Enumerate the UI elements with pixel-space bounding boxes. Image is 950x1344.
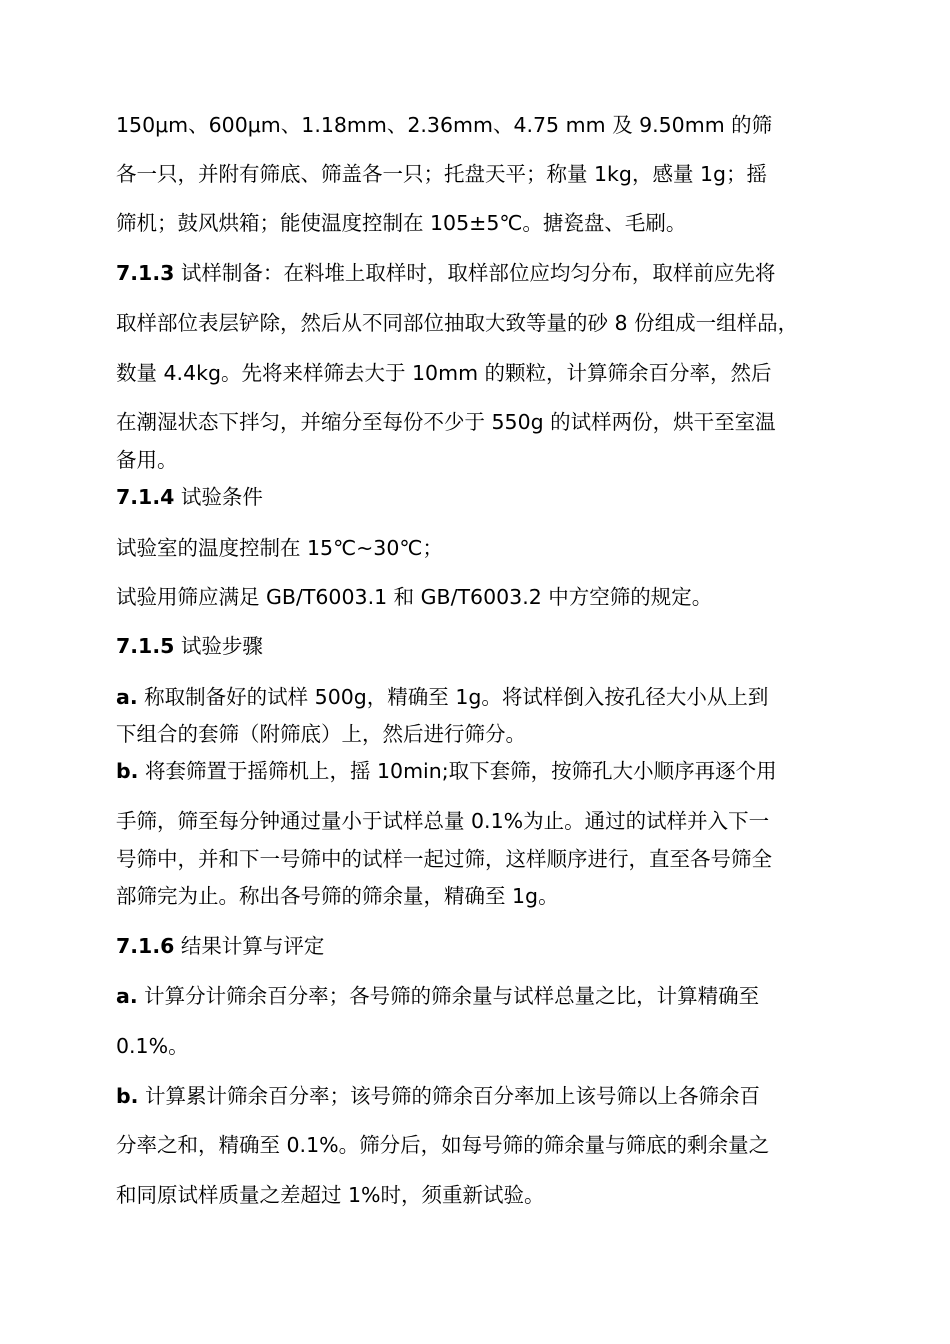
body-line [116,846,846,872]
section-heading-7-1-4 [116,484,846,510]
section-heading-7-1-5 [116,633,846,659]
line-text: 试验室的温度控制在 15℃~30℃； [116,536,443,560]
result-b-line [116,1083,846,1109]
result-a-line [116,983,846,1009]
body-line [116,535,846,561]
section-heading-7-1-6 [116,933,846,959]
body-line [116,808,846,834]
step-b-line [116,758,846,784]
line-bold-label: 7.1.5 [116,634,175,658]
line-text: 筛机；鼓风烘箱；能使温度控制在 105±5℃。搪瓷盘、毛刷。 [116,211,687,235]
body-line [116,360,846,386]
line-bold-label: 7.1.6 [116,934,175,958]
line-text: 备用。 [116,448,178,472]
body-line [116,409,846,435]
line-text: 称取制备好的试样 500g，精确至 1g。将试样倒入按孔径大小从上到 [137,685,769,709]
line-text: 将套筛置于摇筛机上，摇 10min;取下套筛，按筛孔大小顺序再逐个用 [138,759,777,783]
body-line [116,883,846,909]
line-text: 试样制备：在料堆上取样时，取样部位应均匀分布，取样前应先将 [174,261,776,285]
step-a-line [116,684,846,710]
line-text: 各一只，并附有筛底、筛盖各一只；托盘天平；称量 1kg，感量 1g；摇 [116,162,768,186]
line-text: 手筛，筛至每分钟通过量小于试样总量 0.1%为止。通过的试样并入下一 [116,809,770,833]
line-text: 试验步骤 [174,634,263,658]
line-text: 部筛完为止。称出各号筛的筛余量，精确至 1g。 [116,884,559,908]
line-text: 数量 4.4kg。先将来样筛去大于 10mm 的颗粒，计算筛余百分率，然后 [116,361,772,385]
line-text: 计算累计筛余百分率；该号筛的筛余百分率加上该号筛以上各筛余百 [138,1084,760,1108]
body-line [116,112,846,138]
body-line [116,1033,846,1059]
line-bold-label: b. [116,1084,139,1108]
line-bold-label: 7.1.4 [116,485,175,509]
line-text: 下组合的套筛（附筛底）上，然后进行筛分。 [116,722,526,746]
body-line [116,210,846,236]
body-line [116,447,846,473]
line-bold-label: a. [116,984,138,1008]
body-line [116,721,846,747]
line-text: 和同原试样质量之差超过 1%时，须重新试验。 [116,1183,545,1207]
line-text: 计算分计筛余百分率；各号筛的筛余量与试样总量之比，计算精确至 [137,984,760,1008]
body-line [116,584,846,610]
line-text: 试验条件 [174,485,263,509]
body-line [116,161,846,187]
line-text: 分率之和，精确至 0.1%。筛分后，如每号筛的筛余量与筛底的剩余量之 [116,1133,770,1157]
line-bold-label: a. [116,685,138,709]
line-text: 取样部位表层铲除，然后从不同部位抽取大致等量的砂 8 份组成一组样品， [116,311,799,335]
body-line [116,1182,846,1208]
line-text: 结果计算与评定 [174,934,325,958]
line-bold-label: b. [116,759,139,783]
section-heading-7-1-3 [116,260,846,286]
line-text: 试验用筛应满足 GB/T6003.1 和 GB/T6003.2 中方空筛的规定。 [116,585,713,609]
line-text: 号筛中，并和下一号筛中的试样一起过筛，这样顺序进行，直至各号筛全 [116,847,772,871]
line-text: 0.1%。 [116,1034,189,1058]
body-line [116,310,846,336]
body-line [116,1132,846,1158]
line-text: 150μm、600μm、1.18mm、2.36mm、4.75 mm 及 9.50mm 的筛 [116,113,773,137]
line-bold-label: 7.1.3 [116,261,175,285]
line-text: 在潮湿状态下拌匀，并缩分至每份不少于 550g 的试样两份，烘干至室温 [116,410,776,434]
